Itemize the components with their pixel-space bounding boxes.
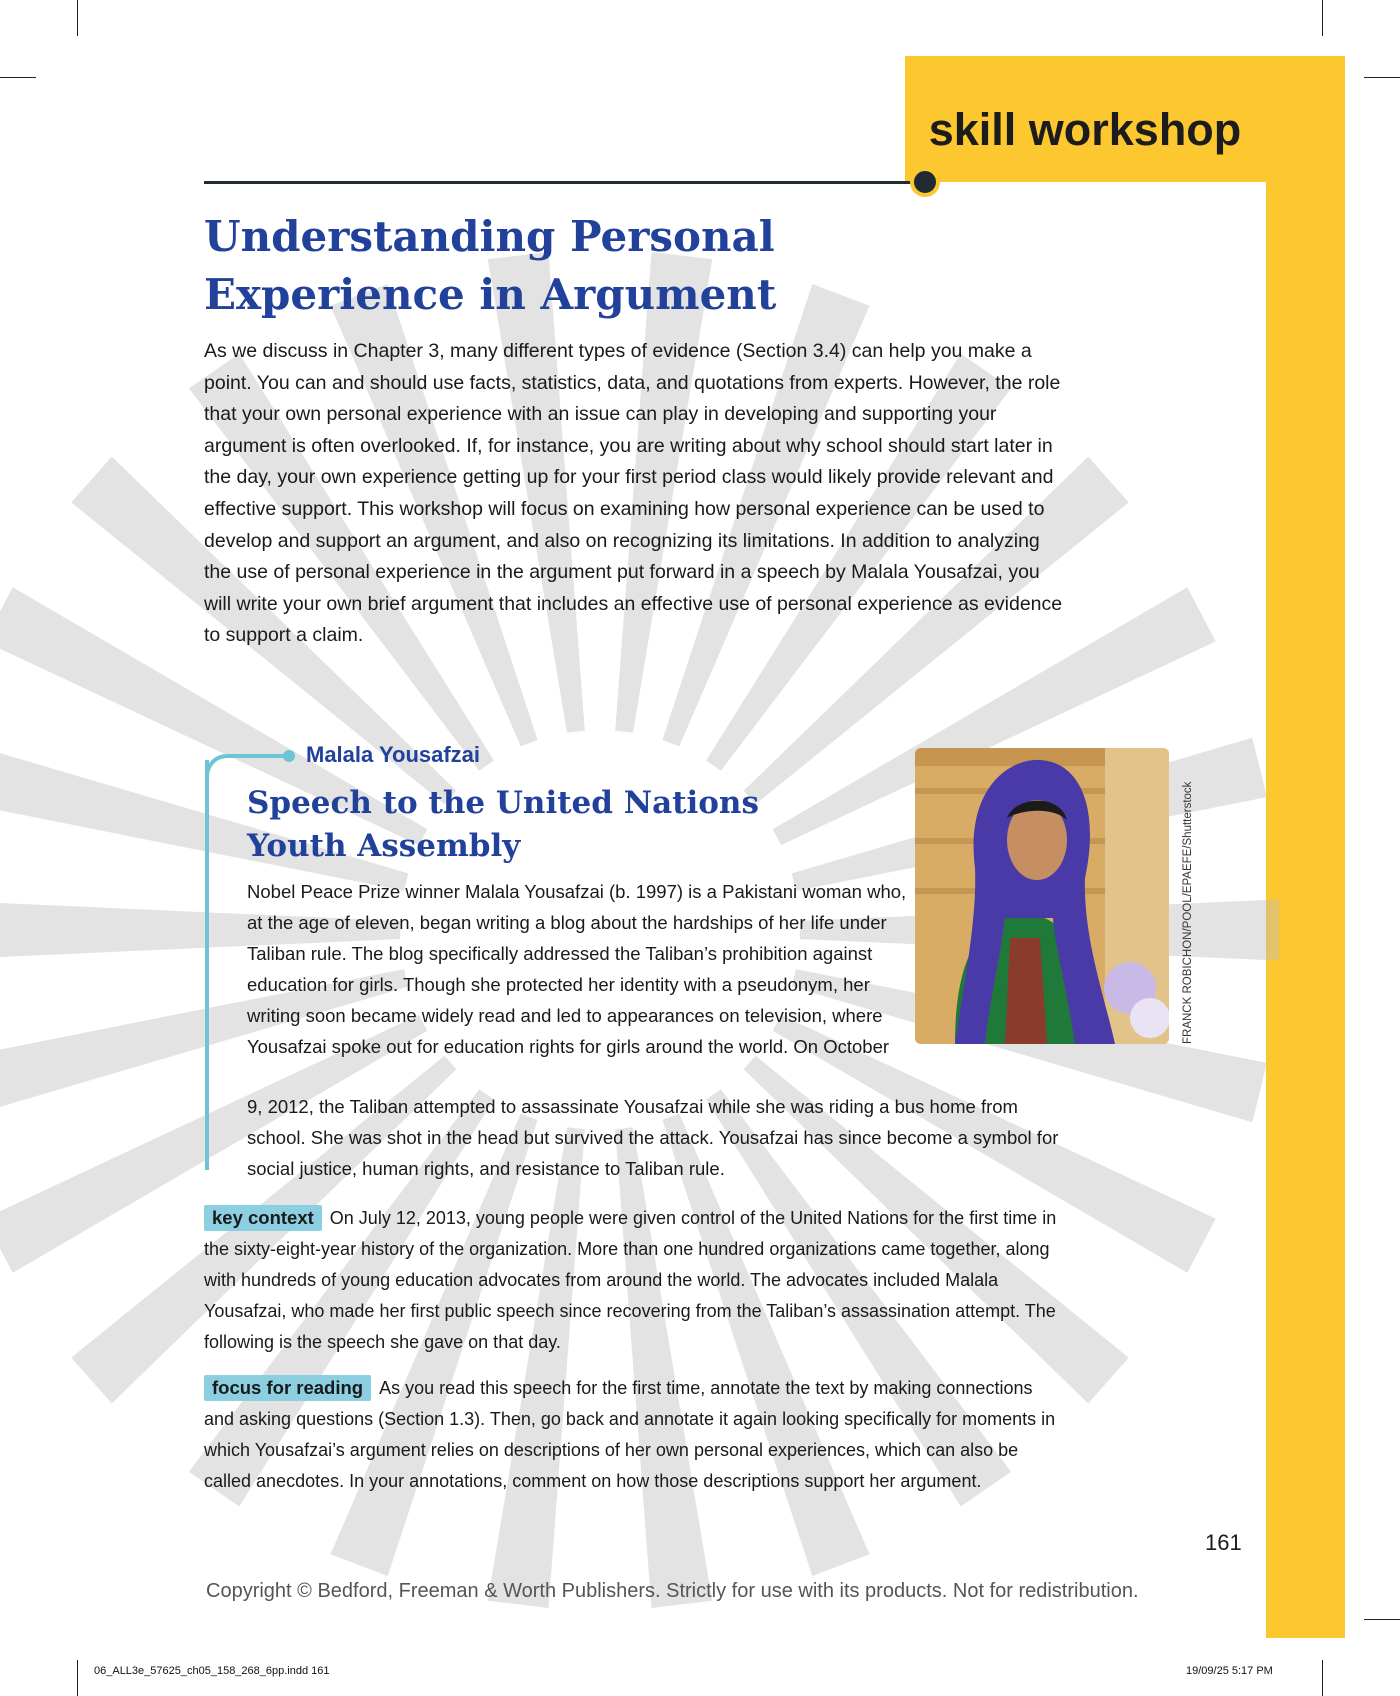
copyright-notice: Copyright © Bedford, Freeman & Worth Publishers. Strictly for use with its products. Not for redistribution. [206,1580,1139,1602]
speech-title-line: Speech to the United Nations [247,785,759,821]
page-number: 161 [1205,1530,1242,1555]
key-context-text: On July 12, 2013, young people were given control of the United Nations for the first time in the sixty-eight-year history of the organization. More than one hundred organizations came together, along with hundreds of young education advocates from around the world. The advocates included Malala Yousafzai, who made her first public speech since recovering from the Taliban’s assassination attempt. The following is the speech she gave on that day. [204,1208,1057,1352]
header-rule-dot [910,167,940,197]
crop-mark [1322,1660,1323,1696]
crop-mark [1322,0,1323,36]
page-title-line: Understanding Personal [204,212,775,261]
crop-mark [77,0,78,36]
photo-credit: FRANCK ROBICHON/POOL/EPAEFE/Shutterstock [1182,781,1194,1044]
author-bio-continued: 9, 2012, the Taliban attempted to assassinate Yousafzai while she was riding a bus home from school. She was shot in the head but survived the attack. Yousafzai has since become a symbol for social justice, human rights, and resistance to Taliban rule. [247,1096,1059,1179]
print-slug-file: 06_ALL3e_57625_ch05_158_268_6pp.indd 161 [94,1665,330,1677]
focus-tag: focus for reading [204,1375,371,1401]
page-title [204,208,904,324]
speech-title-line: Youth Assembly [247,828,521,864]
print-slug-date: 19/09/25 5:17 PM [1186,1665,1273,1677]
author-photo [915,748,1169,1044]
intro-paragraph: As we discuss in Chapter 3, many different types of evidence (Section 3.4) can help you make a point. You can and should use facts, statistics, data, and quotations from experts. However, the role that your own personal experience with an issue can play in developing and supporting your argument is often overlooked. If, for instance, you are writing about why school should start later in the day, your own experience getting up for your first period class would likely provide relevant and effective support. This workshop will focus on examining how personal experience can be used to develop and support an argument, and also on recognizing its limitations. In addition to analyzing the use of personal experience in the argument put forward in a speech by Malala Yousafzai, you will write your own brief argument that includes an effective use of personal experience as evidence to support a claim. [204,340,1063,647]
section-label: skill workshop [928,104,1242,155]
crop-mark [0,77,36,78]
speech-title [247,782,887,868]
crop-mark [1364,1619,1400,1620]
page-title-line: Experience in Argument [204,270,777,319]
bracket-dot [283,750,295,762]
key-context-tag: key context [204,1205,322,1231]
header-rule [204,181,924,184]
author-name: Malala Yousafzai [306,742,481,767]
key-context-paragraph [204,1202,1064,1358]
bracket-top [240,754,288,758]
author-bio: Nobel Peace Prize winner Malala Yousafzai (b. 1997) is a Pakistani woman who, at the age of eleven, began writing a blog about the hardships of her life under Taliban rule. The blog specifically addressed the Taliban’s prohibition against education for girls. Though she protected her identity with a pseudonym, her writing soon became widely read and led to appearances on television, where Yousafzai spoke out for education rights for girls around the world. On October [247,881,907,1057]
focus-text: As you read this speech for the first time, annotate the text by making connections and asking questions (Section 1.3). Then, go back and annotate it again looking specifically for moments in which Yousafzai’s argument relies on descriptions of her own personal experiences, which can also be called anecdotes. In your annotations, comment on how those descriptions support her argument. [204,1378,1056,1491]
crop-mark [1364,77,1400,78]
crop-mark [77,1660,78,1696]
focus-paragraph [204,1372,1064,1497]
bracket-line [205,760,209,1170]
